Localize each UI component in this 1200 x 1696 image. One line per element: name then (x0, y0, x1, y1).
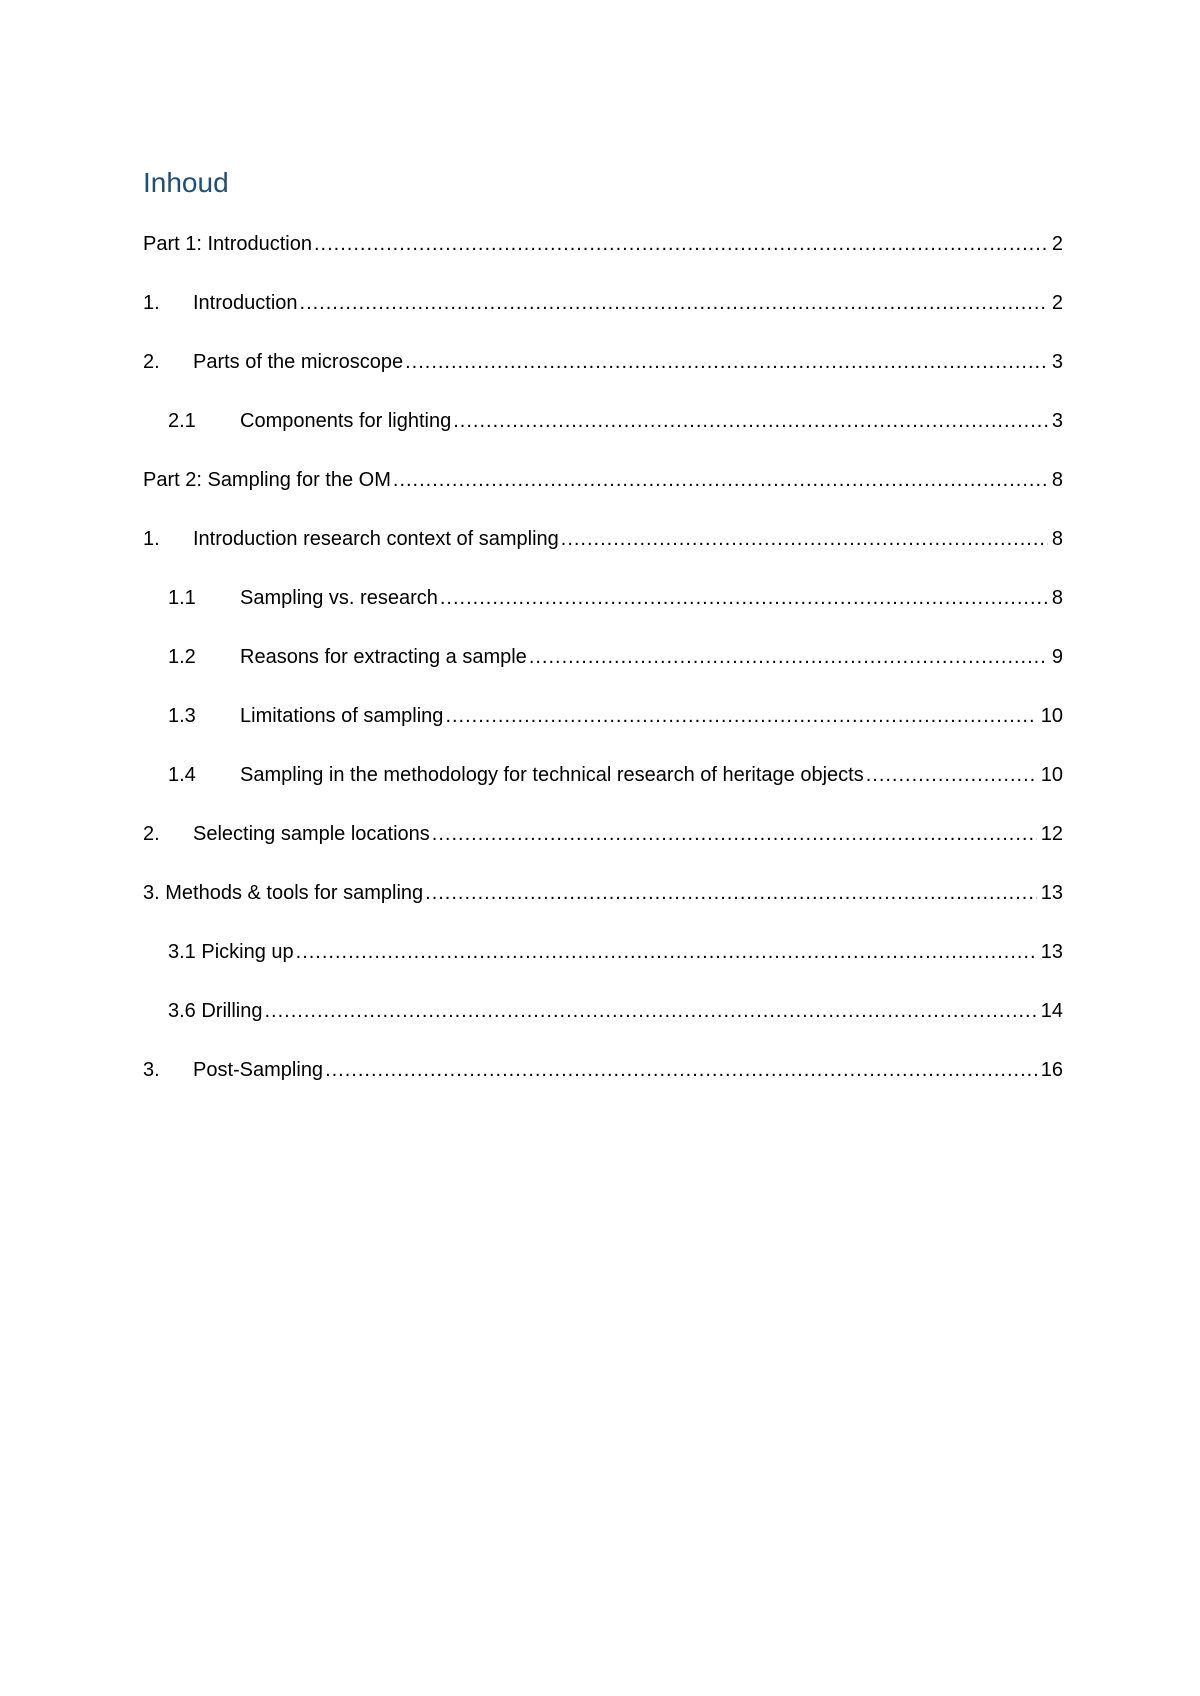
toc-entry-number: 1. (143, 528, 160, 550)
toc-title: Inhoud (143, 167, 229, 198)
toc-entry-number: 1.4 (168, 764, 196, 786)
toc-entry-page-number[interactable]: 8 (1051, 587, 1063, 609)
toc-entry-number: 1.3 (168, 705, 196, 727)
toc-entry-page-number[interactable]: 8 (1051, 469, 1063, 491)
table-of-contents (143, 231, 1063, 1116)
toc-entry[interactable] (143, 821, 1063, 880)
toc-entry[interactable] (143, 1057, 1063, 1116)
toc-entry-page-number[interactable]: 12 (1040, 823, 1063, 845)
toc-entry[interactable] (143, 290, 1063, 349)
toc-entry-title[interactable]: Limitations of sampling (240, 705, 444, 727)
toc-entry[interactable] (143, 939, 1063, 998)
toc-entry[interactable] (143, 231, 1063, 290)
toc-entry-number: 2. (143, 823, 160, 845)
toc-entry-number: 3. (143, 1059, 160, 1081)
toc-entry-title[interactable]: 3.1 Picking up (168, 941, 294, 963)
toc-entry-page-number[interactable]: 2 (1051, 292, 1063, 314)
toc-entry-number: 1.1 (168, 587, 196, 609)
toc-entry-page-number[interactable]: 3 (1051, 410, 1063, 432)
toc-entry-title[interactable]: Part 1: Introduction (143, 233, 312, 255)
toc-entry-number: 2. (143, 351, 160, 373)
toc-entry[interactable] (143, 585, 1063, 644)
toc-entry[interactable] (143, 526, 1063, 585)
toc-entry-title[interactable]: Sampling in the methodology for technical research of heritage objects (240, 764, 864, 786)
toc-entry-title[interactable]: Sampling vs. research (240, 587, 438, 609)
toc-dot-leader (300, 290, 1048, 316)
toc-entry[interactable] (143, 408, 1063, 467)
toc-entry-title[interactable]: Reasons for extracting a sample (240, 646, 527, 668)
toc-entry-title[interactable]: Introduction research context of sampling (193, 528, 559, 550)
toc-entry[interactable] (143, 998, 1063, 1057)
toc-entry-title[interactable]: Introduction (193, 292, 298, 314)
toc-dot-leader (393, 467, 1048, 493)
toc-entry-page-number[interactable]: 3 (1051, 351, 1063, 373)
toc-dot-leader (561, 526, 1048, 552)
toc-entry[interactable] (143, 644, 1063, 703)
toc-entry-page-number[interactable]: 10 (1040, 764, 1063, 786)
toc-dot-leader (314, 231, 1048, 257)
toc-entry-title[interactable]: 3.6 Drilling (168, 1000, 263, 1022)
toc-entry-page-number[interactable]: 2 (1051, 233, 1063, 255)
toc-dot-leader (264, 998, 1036, 1024)
toc-entry[interactable] (143, 349, 1063, 408)
toc-dot-leader (432, 821, 1037, 847)
toc-entry-page-number[interactable]: 13 (1040, 882, 1063, 904)
toc-entry[interactable] (143, 880, 1063, 939)
toc-entry-number: 2.1 (168, 410, 196, 432)
toc-dot-leader (325, 1057, 1037, 1083)
toc-dot-leader (866, 762, 1037, 788)
toc-entry[interactable] (143, 703, 1063, 762)
toc-entry-page-number[interactable]: 14 (1040, 1000, 1063, 1022)
toc-entry-page-number[interactable]: 8 (1051, 528, 1063, 550)
toc-entry-title[interactable]: Part 2: Sampling for the OM (143, 469, 391, 491)
toc-entry-page-number[interactable]: 16 (1040, 1059, 1063, 1081)
toc-entry-title[interactable]: Selecting sample locations (193, 823, 430, 845)
toc-entry-title[interactable]: 3. Methods & tools for sampling (143, 882, 424, 904)
toc-dot-leader (296, 939, 1037, 965)
toc-dot-leader (425, 880, 1037, 906)
toc-entry-title[interactable]: Parts of the microscope (193, 351, 404, 373)
toc-entry-number: 1. (143, 292, 160, 314)
toc-entry-title[interactable]: Post-Sampling (193, 1059, 324, 1081)
toc-entry-number: 1.2 (168, 646, 196, 668)
toc-entry-page-number[interactable]: 13 (1040, 941, 1063, 963)
toc-dot-leader (440, 585, 1048, 611)
toc-entry-page-number[interactable]: 10 (1040, 705, 1063, 727)
toc-dot-leader (445, 703, 1036, 729)
toc-entry[interactable] (143, 762, 1063, 821)
toc-dot-leader (453, 408, 1048, 434)
toc-dot-leader (405, 349, 1048, 375)
toc-entry-page-number[interactable]: 9 (1051, 646, 1063, 668)
toc-entry-title[interactable]: Components for lighting (240, 410, 452, 432)
toc-entry[interactable] (143, 467, 1063, 526)
toc-dot-leader (529, 644, 1048, 670)
